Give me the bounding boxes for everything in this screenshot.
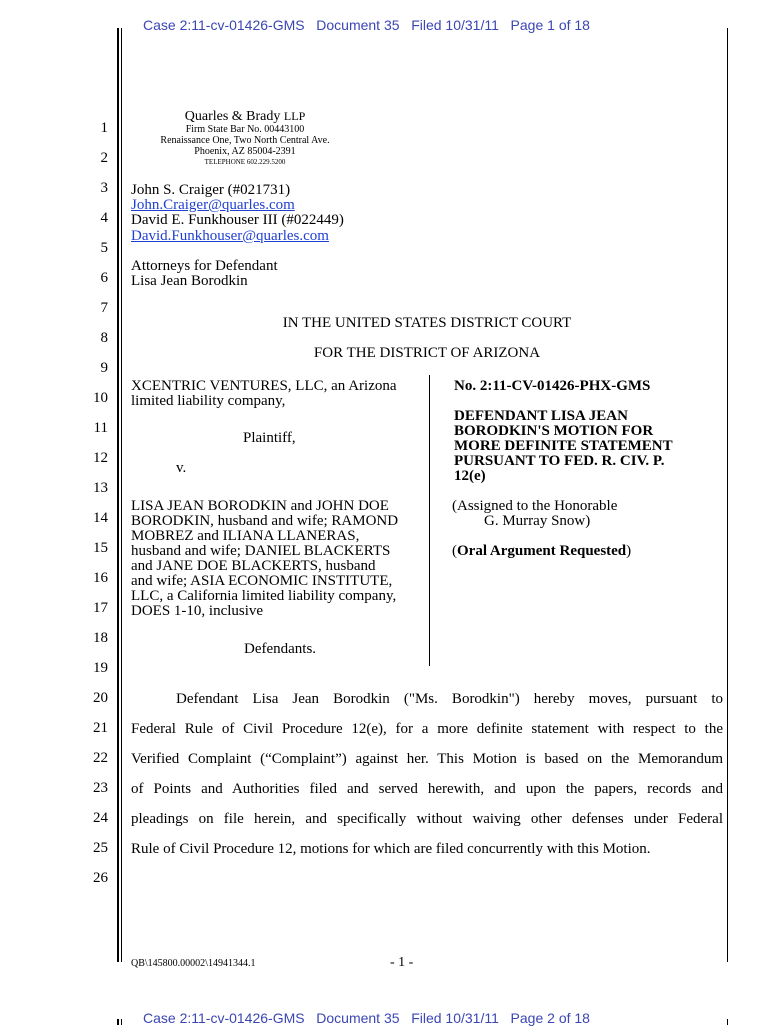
oral-argument-text: Oral Argument Requested	[457, 543, 627, 559]
line-number: 14	[93, 510, 108, 526]
page-header: Case 2:11-cv-01426-GMS Document 35 Filed 10/31/11 Page 1 of 18	[143, 17, 590, 33]
motion-title: MORE DEFINITE STATEMENT	[454, 438, 673, 454]
assigned-judge: G. Murray Snow)	[484, 513, 591, 529]
next-page-left-rule-inner	[121, 1019, 122, 1025]
line-number: 7	[100, 300, 108, 316]
firm-telephone: TELEPHONE 602.229.5200	[204, 158, 286, 166]
line-number: 22	[93, 750, 108, 766]
firm-llp: LLP	[283, 109, 306, 123]
oral-argument-close: )	[626, 543, 632, 559]
line-number: 3	[100, 180, 108, 196]
caption-divider	[429, 375, 430, 666]
line-number: 24	[93, 810, 108, 826]
motion-body-line: of Points and Authorities filed and served herewith, and upon the papers, records and	[131, 781, 723, 797]
client-name: Lisa Jean Borodkin	[131, 273, 248, 289]
assigned-judge: (Assigned to the Honorable	[452, 498, 618, 514]
motion-title: PURSUANT TO FED. R. CIV. P.	[454, 453, 665, 469]
line-number: 5	[100, 240, 108, 256]
attorney-email-link[interactable]: John.Craiger@quarles.com	[131, 197, 295, 213]
attorney-name: David E. Funkhouser III (#022449)	[131, 212, 344, 228]
line-number: 12	[93, 450, 108, 466]
line-number: 13	[93, 480, 108, 496]
firm-name-text: Quarles & Brady	[184, 109, 281, 124]
court-name: IN THE UNITED STATES DISTRICT COURT	[282, 315, 572, 331]
attorney-email-link[interactable]: David.Funkhouser@quarles.com	[131, 228, 329, 244]
firm-name	[130, 108, 360, 125]
line-number: 18	[93, 630, 108, 646]
line-number: 9	[100, 360, 108, 376]
line-number: 11	[93, 420, 108, 436]
line-number: 20	[93, 690, 108, 706]
left-margin-rule	[117, 28, 119, 962]
line-number: 8	[100, 330, 108, 346]
page-number: - 1 -	[390, 955, 414, 970]
line-number: 16	[93, 570, 108, 586]
next-page-header: Case 2:11-cv-01426-GMS Document 35 Filed 10/31/11 Page 2 of 18	[143, 1010, 590, 1026]
case-number: No. 2:11-CV-01426-PHX-GMS	[454, 378, 651, 394]
versus-label: v.	[176, 460, 187, 476]
motion-body-line: Federal Rule of Civil Procedure 12(e), for a more definite statement with respect to the	[131, 721, 723, 737]
motion-body-line: pleadings on file herein, and specifically without waiving other defenses under Federal	[131, 811, 723, 827]
firm-bar-number: Firm State Bar No. 00443100	[185, 124, 305, 135]
defendant-caption: and wife; ASIA ECONOMIC INSTITUTE,	[131, 573, 393, 589]
line-number: 2	[100, 150, 108, 166]
motion-title: BORODKIN'S MOTION FOR	[454, 423, 654, 439]
line-number: 4	[100, 210, 108, 226]
left-margin-rule-inner	[121, 28, 122, 962]
firm-address-line1: Renaissance One, Two North Central Ave.	[160, 135, 330, 146]
oral-argument-notice	[452, 544, 631, 559]
motion-body-line: Verified Complaint (“Complaint”) against her. This Motion is based on the Memorandum	[131, 751, 723, 767]
attorney-name: John S. Craiger (#021731)	[131, 182, 291, 198]
defendant-caption: and JANE DOE BLACKERTS, husband	[131, 558, 376, 574]
line-number: 21	[93, 720, 108, 736]
document-id: QB\145800.00002\14941344.1	[131, 958, 256, 969]
line-number: 25	[93, 840, 108, 856]
defendant-caption: husband and wife; DANIEL BLACKERTS	[131, 543, 391, 559]
court-district: FOR THE DISTRICT OF ARIZONA	[313, 345, 541, 361]
firm-address-line2: Phoenix, AZ 85004-2391	[194, 146, 296, 157]
line-number: 17	[93, 600, 108, 616]
defendant-caption: LLC, a California limited liability company,	[131, 588, 397, 604]
next-page-left-rule	[117, 1019, 119, 1025]
right-margin-rule	[727, 28, 728, 962]
plaintiff-caption: XCENTRIC VENTURES, LLC, an Arizona	[131, 378, 397, 394]
motion-title: DEFENDANT LISA JEAN	[454, 408, 628, 424]
oral-argument-open: (	[452, 543, 457, 559]
defendants-label: Defendants.	[244, 641, 317, 657]
next-page-right-rule	[727, 1019, 728, 1025]
plaintiff-caption: limited liability company,	[131, 393, 286, 409]
line-number: 15	[93, 540, 108, 556]
motion-body-line: Rule of Civil Procedure 12, motions for which are filed concurrently with this Motion.	[131, 841, 651, 857]
line-number: 1	[100, 120, 108, 136]
plaintiff-label: Plaintiff,	[243, 430, 296, 446]
defendant-caption: BORODKIN, husband and wife; RAMOND	[131, 513, 399, 529]
motion-body-line: Defendant Lisa Jean Borodkin ("Ms. Borodkin") hereby moves, pursuant to	[176, 691, 723, 707]
line-number: 26	[93, 870, 108, 886]
defendant-caption: MOBREZ and ILIANA LLANERAS,	[131, 528, 360, 544]
defendant-caption: DOES 1-10, inclusive	[131, 603, 264, 619]
attorneys-for-label: Attorneys for Defendant	[131, 258, 278, 274]
line-number: 19	[93, 660, 108, 676]
line-number: 23	[93, 780, 108, 796]
motion-title: 12(e)	[454, 468, 486, 484]
line-number: 10	[93, 390, 108, 406]
line-number: 6	[100, 270, 108, 286]
defendant-caption: LISA JEAN BORODKIN and JOHN DOE	[131, 498, 389, 514]
